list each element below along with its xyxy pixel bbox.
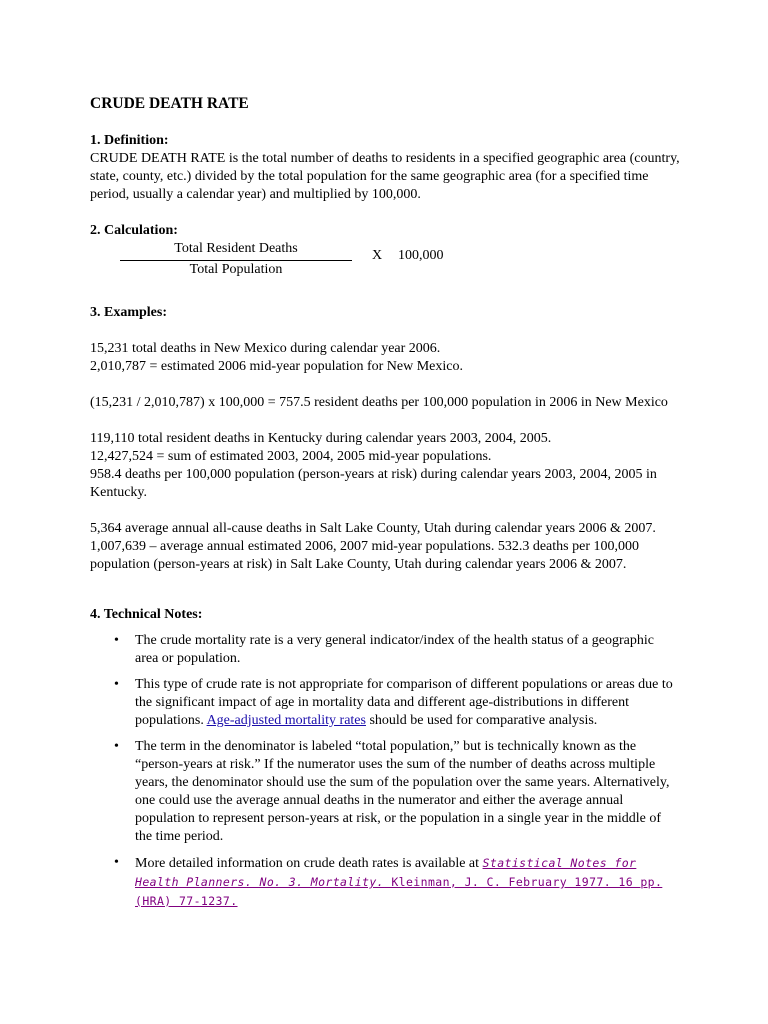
nm-calc: (15,231 / 2,010,787) x 100,000 = 757.5 resident deaths per 100,000 population in 2006 in New Mexico bbox=[90, 395, 668, 410]
note-1-text: The crude mortality rate is a very general indicator/index of the health status of a geographic area or population. bbox=[135, 633, 654, 666]
ut-text: 5,364 average annual all-cause deaths in Salt Lake County, Utah during calendar years 2006 & 2007. 1,007,639 – average annual estimated 2006, 2007 mid-year populations. 532.3 deaths per 100,000 population (person-years at risk) in Salt Lake County, Utah during calendar years 2006 & 2007. bbox=[90, 521, 656, 572]
list-item bbox=[135, 676, 680, 730]
document-page bbox=[90, 95, 680, 919]
numerator: Total Resident Deaths bbox=[174, 241, 298, 256]
definition-section bbox=[90, 132, 680, 204]
list-item bbox=[135, 854, 680, 911]
note-2-text-before: This type of crude rate is not appropriate for comparison of different populations or areas due to the significant impact of age in mortality data and different age-distributions in different populations. bbox=[135, 677, 673, 728]
multiplier: 100,000 bbox=[398, 248, 444, 263]
age-adjusted-link[interactable]: Age-adjusted mortality rates bbox=[206, 713, 366, 728]
formula bbox=[90, 240, 680, 294]
example-kentucky bbox=[90, 430, 680, 502]
times-sign: X bbox=[372, 248, 383, 263]
ky-line-3: 958.4 deaths per 100,000 population (person-years at risk) during calendar years 2003, 2004, 2005 in Kentucky. bbox=[90, 467, 657, 500]
note-2-text-after: should be used for comparative analysis. bbox=[365, 713, 598, 728]
note-4-text-before: More detailed information on crude death rates is available at bbox=[135, 856, 483, 871]
definition-heading: 1. Definition: bbox=[90, 133, 169, 148]
statistical-notes-link-title: Statistical Notes for Health Planners. No. 3. Mortality. bbox=[135, 856, 637, 889]
nm-line-1: 15,231 total deaths in New Mexico during calendar year 2006. bbox=[90, 341, 441, 356]
calculation-section bbox=[90, 222, 680, 294]
example-new-mexico-calc bbox=[90, 394, 680, 412]
technical-notes-section bbox=[90, 606, 680, 911]
examples-section bbox=[90, 304, 680, 574]
fraction bbox=[120, 240, 352, 279]
list-item bbox=[135, 632, 680, 668]
ky-line-2: 12,427,524 = sum of estimated 2003, 2004, 2005 mid-year populations. bbox=[90, 449, 492, 464]
calculation-heading: 2. Calculation: bbox=[90, 223, 178, 238]
statistical-notes-link-citation: Kleinman, J. C. February 1977. 16 pp. (HRA) 77-1237. bbox=[135, 875, 663, 908]
technical-notes-list bbox=[90, 632, 680, 911]
note-3-text: The term in the denominator is labeled “total population,” but is technically known as the “person-years at risk.” If the numerator uses the sum of the number of deaths across multiple years, the denominator should use the sum of the population over the same years. Alternatively, one could use the average annual deaths in the numerator and either the average annual population to represent person-years at risk, or the population in a single year in the middle of the time period. bbox=[135, 739, 670, 844]
example-utah bbox=[90, 520, 680, 574]
nm-line-2: 2,010,787 = estimated 2006 mid-year population for New Mexico. bbox=[90, 359, 463, 374]
definition-text: CRUDE DEATH RATE is the total number of deaths to residents in a specified geographic area (country, state, county, etc.) divided by the total population for the same geographic area (for a specified time period, usually a calendar year) and multiplied by 100,000. bbox=[90, 151, 680, 202]
technical-notes-heading: 4. Technical Notes: bbox=[90, 607, 203, 622]
examples-heading: 3. Examples: bbox=[90, 305, 167, 320]
denominator: Total Population bbox=[189, 262, 283, 277]
page-title: CRUDE DEATH RATE bbox=[90, 95, 249, 112]
example-new-mexico-data bbox=[90, 340, 680, 376]
ky-line-1: 119,110 total resident deaths in Kentucky during calendar years 2003, 2004, 2005. bbox=[90, 431, 552, 446]
list-item bbox=[135, 738, 680, 846]
